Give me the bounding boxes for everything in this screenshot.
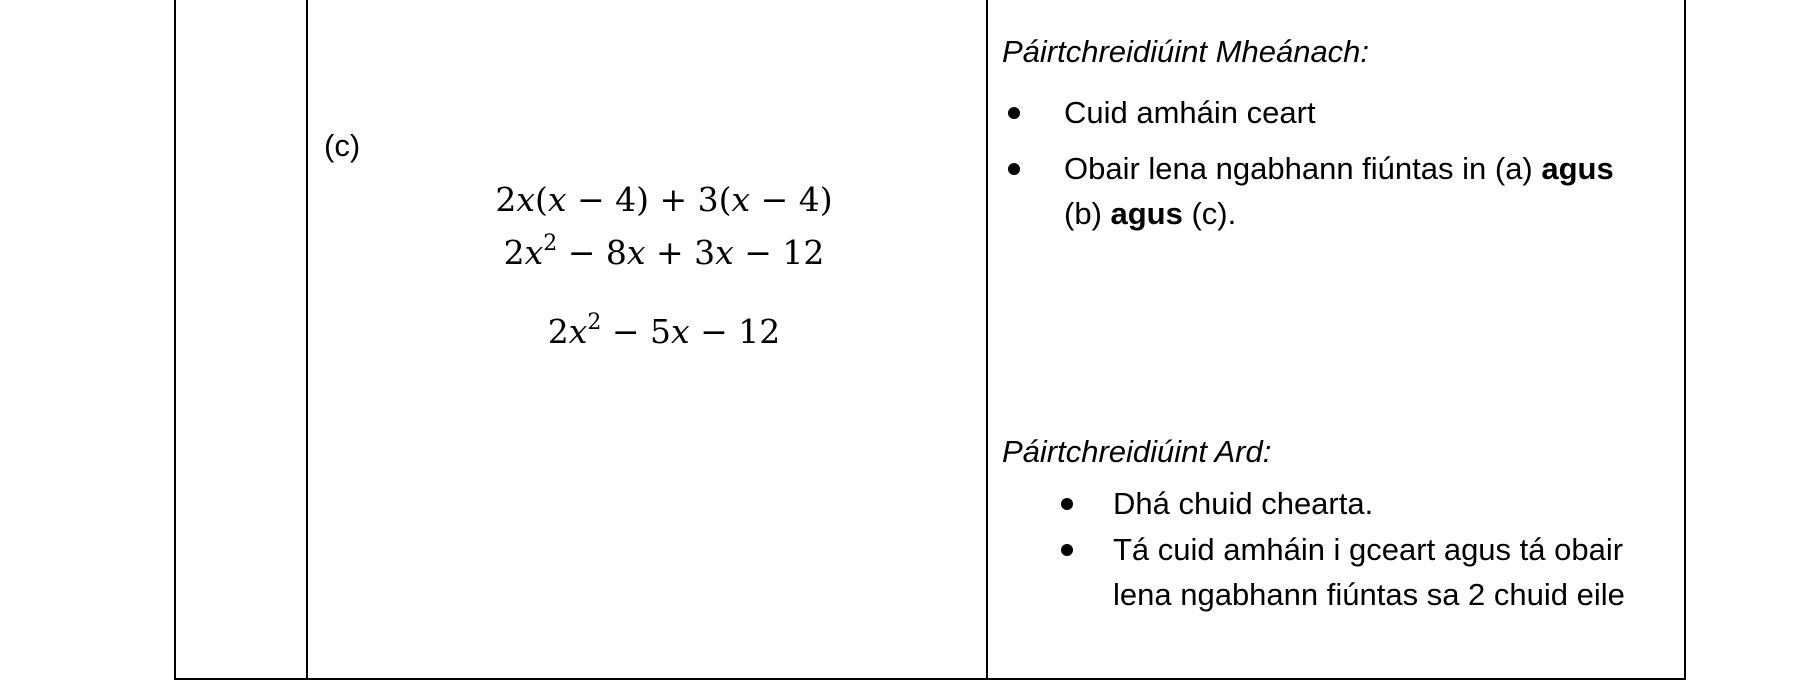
mid-credit-heading: Páirtchreidiúint Mheánach: (1002, 34, 1370, 69)
math-line-3: $2x^2 - 5x - 12$ (547, 310, 781, 351)
bullet-icon (1008, 107, 1020, 119)
list-item: Cuid amháin ceart (1002, 90, 1682, 135)
high-credit-list (1055, 481, 1685, 618)
part-label: (c) (324, 128, 361, 163)
column-divider-2 (986, 0, 988, 678)
list-item: Tá cuid amháin i gceart agus tá obair lena ngabhann fiúntas sa 2 chuid eile (1055, 527, 1685, 617)
list-item: Obair lena ngabhann fiúntas in (a) agus (b) agus (c). (1002, 146, 1682, 236)
bullet-icon (1061, 544, 1073, 556)
math-line-2: $2x^2 - 8x + 3x - 12$ (503, 231, 825, 272)
column-divider-1 (306, 0, 308, 678)
bullet-icon (1061, 498, 1073, 510)
list-item: Dhá chuid chearta. (1055, 481, 1685, 526)
math-line-1: 2x(x − 4) + 3(x − 4) (495, 180, 833, 219)
bullet-icon (1008, 163, 1020, 175)
high-credit-heading: Páirtchreidiúint Ard: (1002, 434, 1272, 469)
mid-credit-list (1002, 90, 1682, 247)
